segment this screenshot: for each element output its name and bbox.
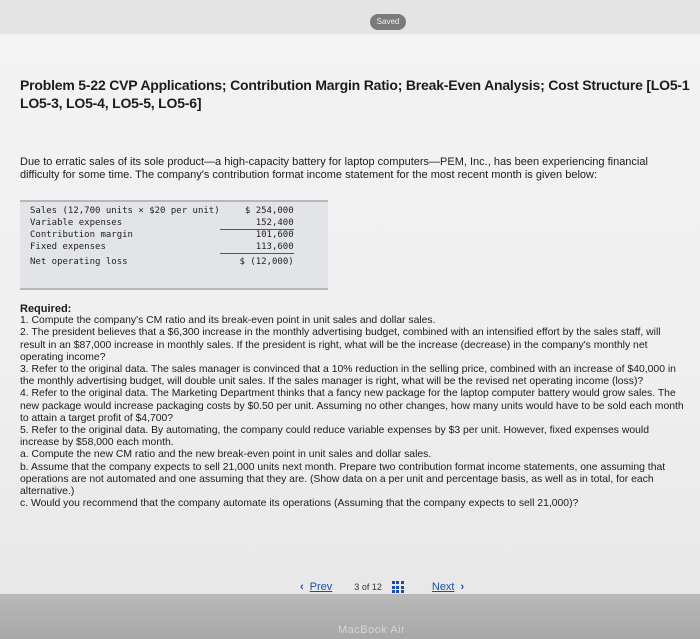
statement-row-sales — [30, 206, 294, 218]
statement-row-variable-expenses — [30, 218, 294, 230]
row-amount: $ (12,000) — [239, 257, 294, 267]
required-heading: Required: — [20, 303, 72, 315]
chevron-left-icon[interactable]: ‹ — [300, 581, 304, 593]
row-label: Net operating loss — [30, 256, 128, 267]
row-label: Variable expenses — [30, 217, 123, 228]
required-item-5c: c. Would you recommend that the company automate its operations (Assuming that the company expects to sell 21,000)? — [20, 498, 579, 510]
row-amount: 113,600 — [220, 242, 294, 254]
required-item-1: 1. Compute the company's CM ratio and its break-even point in unit sales and dollar sales. — [20, 315, 436, 327]
next-button[interactable]: Next — [431, 581, 455, 593]
row-label: Fixed expenses — [30, 241, 106, 252]
required-item-5a: a. Compute the new CM ratio and the new break-even point in unit sales and dollar sales. — [20, 449, 432, 461]
income-statement-table — [30, 206, 294, 269]
row-label: Sales (12,700 units × $20 per unit) — [30, 206, 220, 216]
required-item-4: 4. Refer to the original data. The Marketing Department thinks that a fancy new package for the laptop computer battery would grow sales. The new package would increase packaging costs by $0.50 per unit. Assuming no other changes, how many units would have to be sold each month to attain a target profit of $4,700? — [20, 388, 684, 424]
statement-row-contribution-margin — [30, 230, 294, 242]
device-brand-label: MacBook Air — [338, 624, 406, 636]
row-amount: $ 254,000 — [244, 206, 294, 216]
statement-row-net-operating-loss — [30, 254, 294, 269]
title-line-2: LO5-3, LO5-4, LO5-5, LO5-6] — [20, 95, 202, 111]
required-item-2: 2. The president believes that a $6,300 increase in the monthly advertising budget, combined with an intensified effort by the sales staff, will result in an $87,000 increase in monthly sales. If the president is right, what will be the increase (decrease) in the company's monthly net operating income? — [20, 327, 661, 363]
page-current: 3 — [354, 582, 360, 592]
problem-intro: Due to erratic sales of its sole product—a high-capacity battery for laptop computers—PEM, Inc., has been experiencing financial difficulty for some time. The company's contribution format income statement for the most recent month is given below: — [20, 156, 648, 181]
required-item-5: 5. Refer to the original data. By automating, the company could reduce variable expenses by $3 per unit. However, fixed expenses would increase by $58,000 each month. — [20, 425, 650, 449]
chevron-right-icon[interactable]: › — [460, 581, 465, 593]
grid-icon[interactable] — [392, 581, 404, 593]
row-amount: 152,400 — [220, 218, 294, 230]
statement-row-fixed-expenses — [30, 242, 294, 254]
required-item-3: 3. Refer to the original data. The sales manager is convinced that a 10% reduction in the selling price, combined with an increase of $40,000 in the monthly advertising budget, will double unit sales. If the sales manager is right, what will be the revised net operating income (loss)? — [20, 364, 676, 388]
saved-status-badge: Saved — [370, 14, 406, 30]
income-statement — [20, 200, 328, 290]
row-label: Contribution margin — [30, 229, 133, 240]
page-of: of — [361, 582, 370, 592]
prev-button[interactable]: Prev — [309, 581, 333, 593]
row-amount: 101,600 — [255, 230, 294, 240]
top-bar — [0, 0, 700, 34]
required-item-5b: b. Assume that the company expects to sell 21,000 units next month. Prepare two contribution format income statements, one assuming that operations are not automated and one assuming that they are. (Show data on a per unit and percentage basis, as well as in total, for each alternative.) — [20, 461, 666, 498]
required-section — [20, 303, 688, 510]
page-total: 12 — [371, 582, 382, 592]
title-line-1: Problem 5-22 CVP Applications; Contribution Margin Ratio; Break-Even Analysis; Cost Structure [LO5-1 — [20, 77, 690, 93]
problem-title — [20, 76, 700, 112]
laptop-bezel — [0, 594, 700, 639]
